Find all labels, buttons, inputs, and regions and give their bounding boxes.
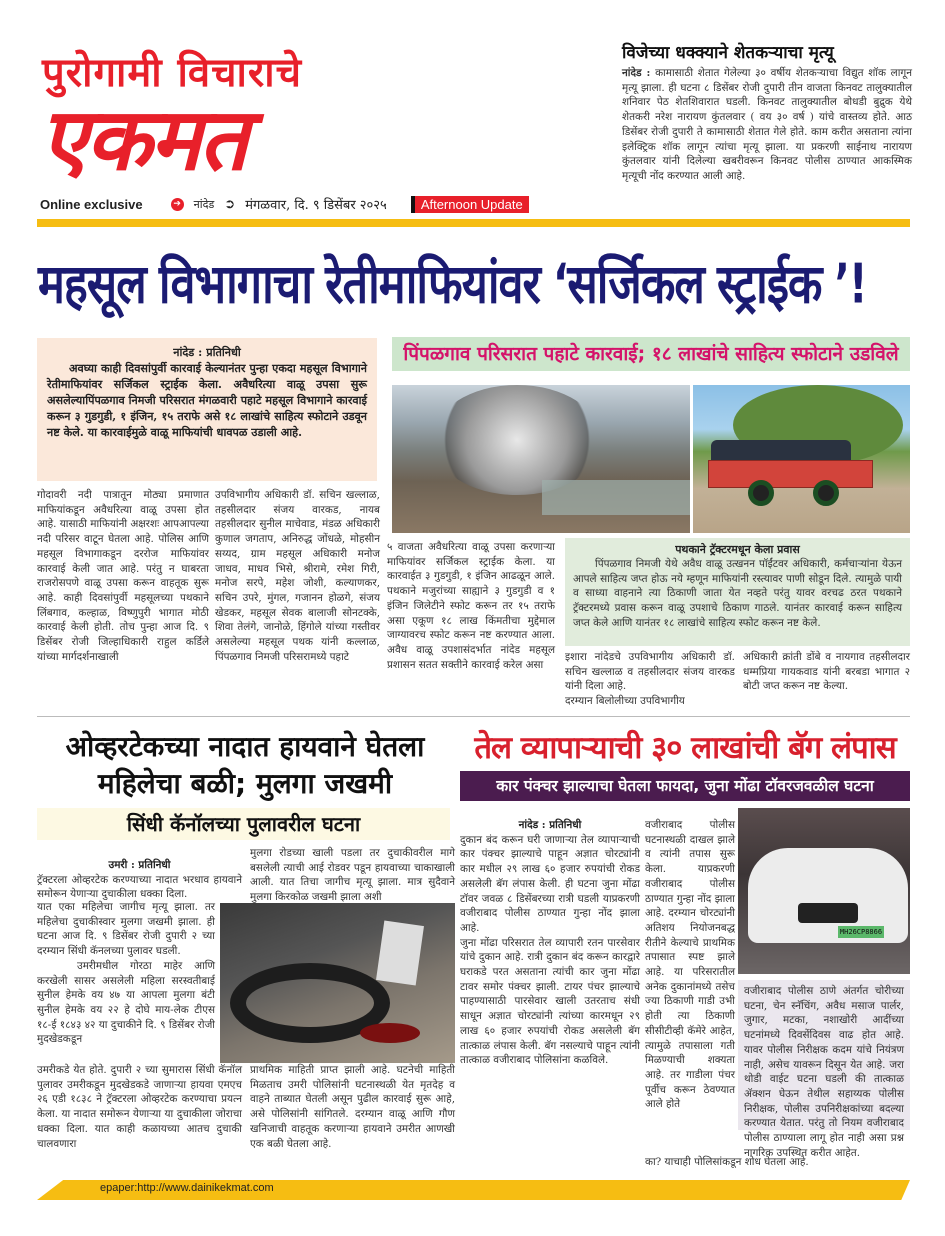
accident-column-right-bottom bbox=[250, 1063, 455, 1151]
theft-headline: तेल व्यापाऱ्याची ३० लाखांची बॅग लंपास bbox=[474, 730, 896, 766]
curved-arrow-icon: ➲ bbox=[224, 196, 236, 212]
car-photo bbox=[738, 808, 910, 974]
lead-summary-box bbox=[37, 338, 377, 481]
lead-paragraph: उपविभागीय अधिकारी डॉ. सचिन खल्लाळ, तहसीलदार संजय वारकड, नायब तहसीलदार सुनील माचेवाड, मंडळ अधिकारी कुणाल जगताप, अनिरुद्ध जोंधळे, मोहसीन सय्यद, ग्राम महसूल अधिकारी मनोज जाधव, माधव भिसे, श्रीरामे, रमेश गिरी, मनोज सरपे, महेश जोशी, कल्याणकर, सचिन उपरे, मुंगल, गजानन होळगे, संजय खेडकर, महसूल सेवक बालाजी सोनटक्के, शिवा तेलंगे, जानोळे, हिंगोले यांच्या गस्तीवर असलेल्या महसूल पथक यांनी कल्लाळ, पिंपळगाव निमजी परिसरामध्ये पहाटे bbox=[215, 489, 380, 663]
city-label: नांदेड bbox=[193, 197, 215, 211]
box-text: वजीराबाद पोलीस ठाणे अंतर्गत चोरीच्या घटना, चेन स्नॅचिंग, अवैध मसाज पार्लर, जुगार, मटका, नशाखोरी आदींच्या घटनांमध्ये दिवसेंदिवस वाढ होत आहे. यावर पोलीस निरीक्षक कदम यांचे नियंत्रण नाही, असेच यावरून दिसून येत आहे. जरा थोडी वाईट घटना घडली की तात्काळ ॲक्शन घेऊन तेथील सहाय्यक पोलीस निरीक्षक, पोलीस उपनिरीक्षकांच्या बदल्या करण्यात येतात. परंतु तो नियम वजीराबाद पोलीस ठाण्याला लागू होत नाही असा प्रश्न नागरिक उपस्थित करीत आहेत. bbox=[744, 985, 904, 1159]
accident-paragraph: उमरीकडे येत होते. दुपारी २ च्या सुमारास सिंधी कॅनॉल पुलावर उमरीकडून मुदखेडकडे जाणाऱ्या हायवा एमएच २६ एडी १८३८ ने ट्रॅक्टरला ओव्हरटेक करण्याचा प्रयत्न केला. या नादात समोरून येणाऱ्या या दुचाकीला जोराचा धक्का दिला. यात काही कळायच्या आतच दुचाकी चालवणारा bbox=[37, 1064, 242, 1150]
theft-paragraph: जुना मोंढा परिसरात तेल व्यापारी रतन पारसेवार यांचे दुकान आहे. रात्री दुकान बंद करून कारद्वारे घराकडे परत असताना त्यांची कार जुना मोंढा टावर समोर पंक्चर झाली. टायर पंचर झाल्याचे पाहण्यासाठी पारसेवार खाली उतरताच संधी साधून अज्ञात चोरट्यांनी त्यांच्या कारमधून २९ लाख ६० हजार रुपयांची रोकड असलेली बॅग तात्काळ लंपास केली. बॅग नसल्याचे पाहून त्यांनी तात्काळ वजीराबाद पोलिसांना कळविले. bbox=[460, 936, 640, 1067]
theft-paragraph: वजीराबाद पोलीस घटनास्थळी दाखल झाले व त्यांनी तपास सुरू केला. याप्रकरणी वजीराबाद पोलीस ठाण्यात गुन्हा नोंद झाला आहे. दरम्यान चोरट्यांनी अतिशय नियोजनबद्ध रीतीने केल्याचे प्राथमिक तपासात स्पष्ट झाले आहे. या परिसरातील अनेक दुकानांमध्ये तसेच ज्या ठिकाणी गाडी उभी होती त्या ठिकाणी सीसीटीव्ही कॅमेरे आहेत, त्यामुळे तपासाला गती मिळण्याची शक्यता आहे. तर गाडीला पंचर पूर्वीच करून ठेवण्यात आले होते bbox=[645, 819, 735, 1111]
section-divider bbox=[37, 716, 910, 717]
lead-headline: महसूल विभागाचा रेतीमाफियांवर ‘सर्जिकल स्ट्राईक ’! bbox=[38, 252, 867, 316]
date-label: मंगळवार, दि. ९ डिसेंबर २०२५ bbox=[245, 198, 387, 213]
accident-paragraph: मुलगा रोडच्या खाली पडला तर दुचाकीवरील मागे बसलेली त्याची आई रोडवर पडून हायवाच्या चाकाखाली आली. यात तिचा जागीच मृत्यू झाला. मात्र सुदैवाने मुलगा किरकोळ जखमी झाला अशी bbox=[250, 847, 455, 904]
theft-paragraph: दुकान बंद करून घरी जाणाऱ्या तेल व्यापाऱ्याची कार पंक्चर झाल्याचे पाहून अज्ञात चोरट्यांनी कार मधील २९ लाख ६० हजार रुपयांची रोकड असलेली बॅग लंपास केली. ही घटना जुना मोंढा टॉवर जवळ ८ डिसेंबरच्या रात्री घडली याप्रकरणी वजीराबाद पोलीस ठाण्यात गुन्हा नोंद झाला आहे. bbox=[460, 833, 640, 934]
box-title: पथकाने ट्रॅक्टरमधून केला प्रवास bbox=[675, 543, 800, 556]
explosion-photo bbox=[392, 385, 690, 533]
accident-byline: उमरी : प्रतिनिधी bbox=[108, 859, 171, 871]
lead-column-2 bbox=[215, 488, 380, 664]
side-story-dateline: नांदेड : bbox=[622, 67, 651, 79]
lead-summary: अवघ्या काही दिवसांपुर्वी कारवाई केल्यानंतर पुन्हा एकदा महसूल विभागाने रेतीमाफियांवर सर्जिकल स्ट्राईक केला. अवैधरित्या वाळू उपसा सुरू असलेल्यापिंपळगाव निमजी परिसरात मंगळवारी पहाटे महसूल विभागाने कारवाई करून ३ गुडगुडी, १ इंजिन, १५ तराफे असे १८ लाखांचे साहित्य स्फोटाने उडवून नष्ट केले. या कारवाईमुळे वाळू माफियांची धावपळ उडाली आहे. bbox=[47, 361, 367, 439]
lead-paragraph: इशारा नांदेडचे उपविभागीय अधिकारी डॉ. सचिन खल्लाळ व तहसीलदार संजय वारकड यांनी दिला आहे. bbox=[565, 651, 735, 693]
side-story-title: विजेच्या धक्क्याने शेतकऱ्याचा मृत्यू bbox=[622, 43, 834, 63]
tractor-photo bbox=[693, 385, 910, 533]
theft-column-2 bbox=[645, 818, 735, 1112]
lead-column-3 bbox=[387, 540, 555, 672]
car-plate: MH26CP8866 bbox=[839, 928, 883, 936]
newspaper-logo: एकमत bbox=[40, 90, 247, 190]
accident-column-left-bottom bbox=[37, 1063, 242, 1151]
accident-column-left bbox=[37, 900, 215, 1047]
theft-column-1 bbox=[460, 818, 640, 1068]
box-text: पिंपळगाव निमजी येथे अवैध वाळू उत्खनन पॉईंटवर अधिकारी, कर्मचाऱ्यांना येऊन आपले साहित्य जप्त होऊ नये म्हणून माफियांनी रस्त्यावर पाणी सोडून दिले. त्यामुळे पायी व साध्या वाहनाने त्या ठिकाणी जाता येत नव्हते परंतु यावर वरचढ ठरत पथकाने ट्रॅक्टरमध्ये प्रवास करून वाळू उपशाचे ठिकाण गाठले. यानंतर कारवाई करून साहित्य जप्त केले आणि यानंतर १८ लाखांचे साहित्य स्फोट करून नष्ट केले. bbox=[573, 558, 902, 629]
accident-paragraph: यात एका महिलेचा जागीच मृत्यू झाला. तर महिलेचा दुचाकीस्वार मुलगा जखमी झाला. ही घटना आज दि. ९ डिसेंबर रोजी दुपारी २ च्या दरम्यान सिंधी कॅनलच्या पुलावर घडली. bbox=[37, 901, 215, 958]
police-criticism-box bbox=[738, 980, 910, 1159]
accident-headline: ओव्हरटेकच्या नादात हायवाने घेतला महिलेचा बळी; मुलगा जखमी bbox=[65, 730, 425, 800]
side-story-body: कामासाठी शेतात गेलेल्या ३० वर्षीय शेतकऱ्याचा विद्युत शॉक लागून मृत्यू झाला. ही घटना ८ डिसेंबर रोजी दुपारी तीन वाजता किनवट तालुक्यातील शनिवार पेठ शेतशिवारात घडली. किनवट तालुक्यातील बोधडी बुद्रुक येथे शेतकरी नरेश नारायण कुंतलवार ( वय ३० वर्ष ) यांचे वास्तव्य होते. आठ डिसेंबर रोजी दुपारी ते कामासाठी शेतात गेले होते. काम करीत असताना त्यांना इलेक्ट्रिक शॉक लागून त्यांचा मृत्यू झाला. या प्रकरणी साईनाथ नारायण कुंतलवार यांनी दिलेल्या खबरीवरून किनवट पोलीस ठाण्यात आकस्मिक मृत्यूची नोंद करण्यात आली आहे. bbox=[622, 67, 912, 182]
arrow-right-icon: ➔ bbox=[171, 198, 184, 211]
lead-paragraph: गोदावरी नदी पात्रातून मोठ्या प्रमाणात माफियांकडून अवैधरित्या वाळू उपसा होत आहे. यासाठी माफियांनी अक्षरशः आपआपल्या नदी परिसर वाटून घेतला आहे. पोलिस आणि महसूल विभागाकडून दररोज माफियांवर कारवाई केली जात आहे. परंतु न घाबरता राजरोसपणे वाळू उपसा करून वाहतूक सुरू आहे. काही दिवसांपुर्वी महसूलच्या पथकाने लिंबगाव, कल्हाळ, विष्णुपुरी भागात मोठी कारवाई केली होती. तोच पुन्हा आज दि. ९ डिसेंबर रोजी जिल्हाधिकारी राहुल कर्डिले यांच्या मार्गदर्शनाखाली bbox=[37, 489, 209, 663]
theft-tail: का? याचाही पोलिसांकडून शोध घेतला आहे. bbox=[645, 1156, 809, 1168]
lead-column-5 bbox=[743, 650, 910, 694]
accident-photo bbox=[220, 903, 455, 1063]
tractor-travel-box bbox=[565, 538, 910, 646]
side-story-text bbox=[622, 66, 912, 184]
lead-paragraph: दरम्यान बिलोलीच्या उपविभागीय bbox=[565, 695, 685, 708]
yellow-rule bbox=[37, 219, 910, 227]
masthead-tagline: पुरोगामी विचाराचे bbox=[42, 50, 303, 96]
accident-paragraph: ट्रॅक्टरला ओव्हरटेक करण्याच्या नादात भरधाव हायवाने समोरून येणाऱ्या दुचाकीला धक्का दिला. bbox=[37, 873, 242, 901]
lead-paragraph: ५ वाजता अवैधरित्या वाळू उपसा करणाऱ्या माफियांवर सर्जिकल स्ट्राईक केला. या कारवाईत ३ गुडगुडी, १ इंजिन आढळून आले. पथकाने मजुरांच्या साह्याने ३ गुडगुडी व १ इंजिन जिलेटीने स्फोट करून तर १५ तराफे असा एकूण १८ लाख किंमतीचा मुद्देमाल जाग्यावरच स्फोट करून नष्ट करण्यात आला. अवैध वाळू उपशासंदर्भात नांदेड महसूल प्रशासन सतत सक्तीने कारवाई करेल असा bbox=[387, 541, 555, 671]
accident-paragraph: प्राथमिक माहिती प्राप्त झाली आहे. घटनेची माहिती मिळताच उमरी पोलिसांनी घटनास्थळी येत मृतदेह व वाहने ताब्यात घेतली असून पुढील कारवाई सुरू आहे, असे पोलिसांनी सांगितले. दरम्यान वाळू आणि गौण खनिजाची वाहतूक करणाऱ्या हायवाने उमरीत आणखी एक बळी घेतला आहे. bbox=[250, 1064, 455, 1150]
accident-paragraph: उमरीमधील गोरठा माहेर आणि करखेली सासर असलेली महिला सरस्वतीबाई सुनील हेमके वय ४७ या आपला मुलगा बंटी सुनील हेमके वय २२ हे दोघे माय-लेक टीएस १८-ई १८४३ ४२ या दुचाकीने दि. ९ डिसेंबर रोजी मुदखेडकडून bbox=[37, 959, 215, 1046]
info-bar bbox=[40, 194, 529, 214]
edition-badge: Afternoon Update bbox=[411, 196, 529, 213]
online-exclusive-label: Online exclusive bbox=[40, 196, 143, 212]
lead-subheadline: पिंपळगाव परिसरात पहाटे कारवाई; १८ लाखांचे साहित्य स्फोटाने उडविले bbox=[392, 337, 910, 371]
lead-paragraph: अधिकारी क्रांती डोंबे व नायगाव तहसीलदार धम्मप्रिया गायकवाड यांनी बरबडा भागात २ बोटी जप्त करून नष्ट केल्या. bbox=[743, 651, 910, 693]
lead-byline: नांदेड : प्रतिनिधी bbox=[173, 345, 241, 359]
accident-column-right-top bbox=[250, 846, 455, 905]
theft-subheadline: कार पंक्चर झाल्याचा घेतला फायदा, जुना मोंढा टॉवरजवळील घटना bbox=[460, 771, 910, 801]
lead-column-4 bbox=[565, 650, 735, 709]
lead-column-1 bbox=[37, 488, 209, 664]
accident-intro bbox=[37, 858, 242, 902]
theft-byline: नांदेड : प्रतिनिधी bbox=[518, 819, 582, 831]
accident-subheadline: सिंधी कॅनॉलच्या पुलावरील घटना bbox=[37, 808, 450, 840]
epaper-url[interactable]: epaper:http://www.dainikekmat.com bbox=[100, 1182, 274, 1194]
